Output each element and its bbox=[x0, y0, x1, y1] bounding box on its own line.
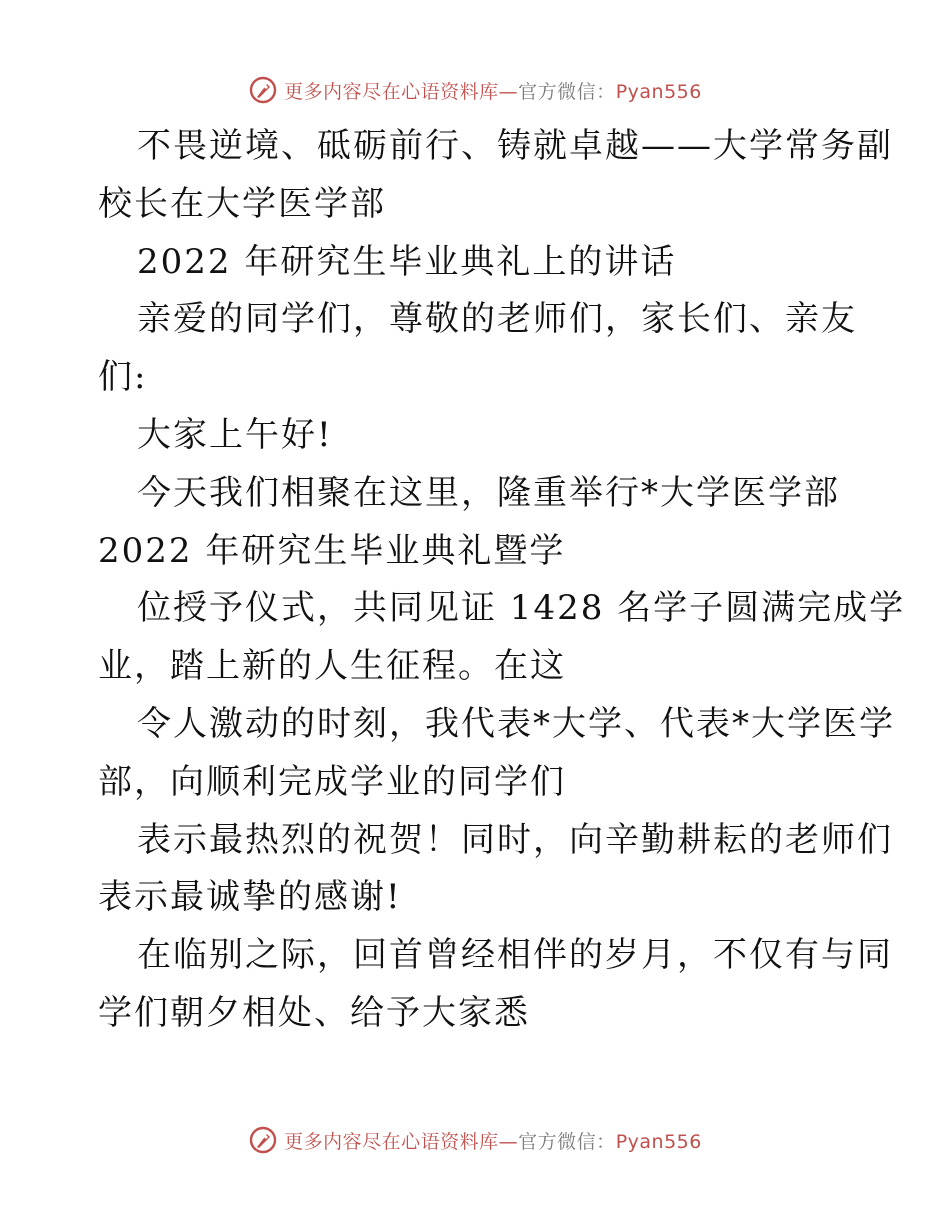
pen-nib-circle-icon bbox=[248, 75, 278, 105]
body-line: 校长在大学医学部 bbox=[98, 183, 386, 224]
body-line: 2022 年研究生毕业典礼上的讲话 bbox=[137, 241, 677, 282]
body-line: 表示最诚挚的感谢! bbox=[98, 877, 402, 918]
footer-banner-text bbox=[284, 1127, 702, 1154]
footer-banner-separator: — bbox=[498, 1130, 519, 1153]
header-banner bbox=[0, 70, 950, 110]
header-banner-text bbox=[284, 77, 702, 104]
body-line: 部，向顺利完成学业的同学们 bbox=[98, 761, 566, 802]
document-body bbox=[98, 118, 906, 1043]
header-banner-wechat-id: Pyan556 bbox=[615, 80, 702, 103]
body-line: 2022 年研究生毕业典礼暨学 bbox=[98, 530, 566, 571]
footer-banner bbox=[0, 1120, 950, 1160]
footer-banner-title: 更多内容尽在心语资料库 bbox=[284, 1130, 499, 1153]
body-line: 大家上午好! bbox=[137, 414, 333, 455]
footer-banner-label: 官方微信： bbox=[518, 1130, 616, 1153]
body-line: 今天我们相聚在这里，隆重举行*大学医学部 bbox=[137, 472, 840, 513]
body-line: 在临别之际，回首曾经相伴的岁月，不仅有与同 bbox=[137, 935, 893, 976]
body-line: 学们朝夕相处、给予大家悉 bbox=[98, 992, 530, 1033]
footer-banner-wechat-id: Pyan556 bbox=[615, 1130, 702, 1153]
pen-nib-circle-icon bbox=[248, 1125, 278, 1155]
header-banner-separator: — bbox=[498, 80, 519, 103]
body-line: 业，踏上新的人生征程。在这 bbox=[98, 646, 566, 687]
body-line: 表示最热烈的祝贺！同时，向辛勤耕耘的老师们 bbox=[137, 819, 893, 860]
body-line: 令人激动的时刻，我代表*大学、代表*大学医学 bbox=[137, 703, 895, 744]
header-banner-label: 官方微信： bbox=[518, 80, 616, 103]
body-line: 亲爱的同学们，尊敬的老师们，家长们、亲友 bbox=[137, 299, 857, 340]
body-line: 们: bbox=[98, 357, 148, 398]
header-banner-title: 更多内容尽在心语资料库 bbox=[284, 80, 499, 103]
body-line: 位授予仪式，共同见证 1428 名学子圆满完成学 bbox=[137, 588, 906, 629]
body-line: 不畏逆境、砥砺前行、铸就卓越——大学常务副 bbox=[137, 126, 893, 166]
